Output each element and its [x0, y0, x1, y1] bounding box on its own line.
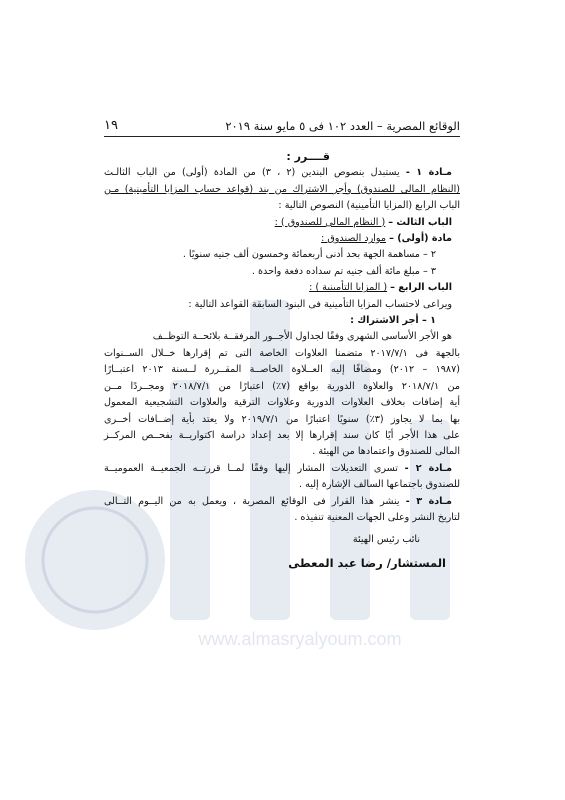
- document-page: [104, 118, 460, 571]
- subscription-line-4: من ٢٠١٨/٧/١ والعلاوة الدورية بواقع (٧٪) اعتبارًا من ٢٠١٨/٧/١ ومجــردًا مــن: [104, 380, 460, 392]
- subscription-line-2: بالجهة فى ٢٠١٧/٧/١ متضمنا العلاوات الخاصة التى تم إقرارها خــلال الســنوات: [104, 347, 460, 359]
- chapter-4-label: الباب الرابع –: [390, 282, 452, 294]
- subscription-line-6: بها بما لا يجاوز (٣٪) سنويًا اعتبارًا من ٢٠١٩/٧/١ ولا يعتد بأية إضــافات أخــرى: [104, 413, 461, 425]
- chapter-3-heading: [104, 215, 460, 231]
- article-first-label: مادة (أولى) –: [389, 233, 452, 245]
- signature-title: نائب رئيس الهيئة: [352, 534, 420, 546]
- page-header: [104, 118, 460, 137]
- decision-title: قــــرر :: [286, 150, 330, 163]
- article-first-name: موارد الصندوق :: [321, 233, 386, 245]
- article-2-label: مـادة ٢ -: [404, 462, 453, 474]
- rules-intro: ويراعى لاحتساب المزايا التأمينية فى البنود السابقة القواعد التالية :: [188, 298, 452, 310]
- signature-name: المستشار/ رضا عبد المعطى: [288, 555, 446, 570]
- item-3: ٣ – مبلغ مائة ألف جنيه تم سداده دفعة واحدة .: [251, 265, 436, 277]
- article-2-line-1: [104, 461, 460, 477]
- subscription-line-7: على هذا الأجر أيًا كان سند إقرارها إلا بعد إعداد دراسة اكتواريــة بفحــص المركــز: [104, 429, 460, 441]
- article-3-text-1: ينشر هذا القرار فى الوقائع المصرية ، ويعمل به من اليــوم التــالى: [104, 495, 400, 507]
- subscription-line-8: المالى للصندوق واعتمادها من الهيئة .: [312, 446, 460, 458]
- subscription-heading: ١ – أجر الاشتراك :: [350, 315, 436, 327]
- article-3-label: مـادة ٣ -: [405, 495, 453, 507]
- chapter-3-name: ( النظام المالى للصندوق ) :: [274, 216, 386, 228]
- article-first-heading: [104, 231, 460, 247]
- watermark-url: www.almasryalyoum.com: [198, 629, 402, 649]
- article-3-line-2: لتاريخ النشر وعلى الجهات المعنية تنفيذه .: [294, 511, 460, 523]
- subscription-line-1: هو الأجر الأساسى الشهرى وفقًا لجداول الأجــور المرفقــة بلائحــة التوظــف: [152, 331, 452, 343]
- subscription-line-3: (١٩٨٧ – ٢٠١٢) ومضافًا إليه العــلاوة الخاصــة المقــررة لــسنة ٢٠١٣ اعتبــارًا: [104, 364, 460, 376]
- page-number: ١٩: [104, 118, 118, 133]
- document-body: [104, 149, 460, 571]
- article-1-line-1: [104, 165, 460, 181]
- article-1-text-1: يستبدل بنصوص البندين (٢ ، ٣) من المادة (أولى) من الباب الثالـث: [104, 167, 400, 179]
- article-2-text-1: تسرى التعديلات المشار إليها وفقًا لمــا قررتــه الجمعيــة العموميــة: [104, 462, 398, 474]
- item-2: ٢ – مساهمة الجهة بحد أدنى أربعمائة وخمسون ألف جنيه سنويًا .: [182, 249, 436, 261]
- subscription-line-5: أية إضافات بخلاف العلاوات الدورية وعلاوات الترقية والعلاوات التشجيعية المعمول: [104, 397, 460, 409]
- article-3-line-1: [104, 494, 460, 510]
- article-1-line-3: الباب الرابع (المزايا التأمينية) النصوص التالية :: [278, 200, 460, 212]
- article-2-line-2: للصندوق باجتماعها السالف الإشارة إليه .: [299, 479, 460, 491]
- article-1-line-2: (النظام المالى للصندوق) وأجر الاشتراك من بند (قواعد حساب المزايا التأمينية) مـن: [104, 183, 460, 195]
- chapter-3-label: الباب الثالث –: [388, 216, 452, 228]
- chapter-4-heading: [104, 280, 460, 296]
- article-1-label: مـادة ١ -: [405, 167, 452, 179]
- chapter-4-name: ( المزايا التأمينية ) :: [309, 282, 388, 294]
- header-title: الوقائع المصرية – العدد ١٠٢ فى ٥ مايو سنة ٢٠١٩: [225, 119, 460, 133]
